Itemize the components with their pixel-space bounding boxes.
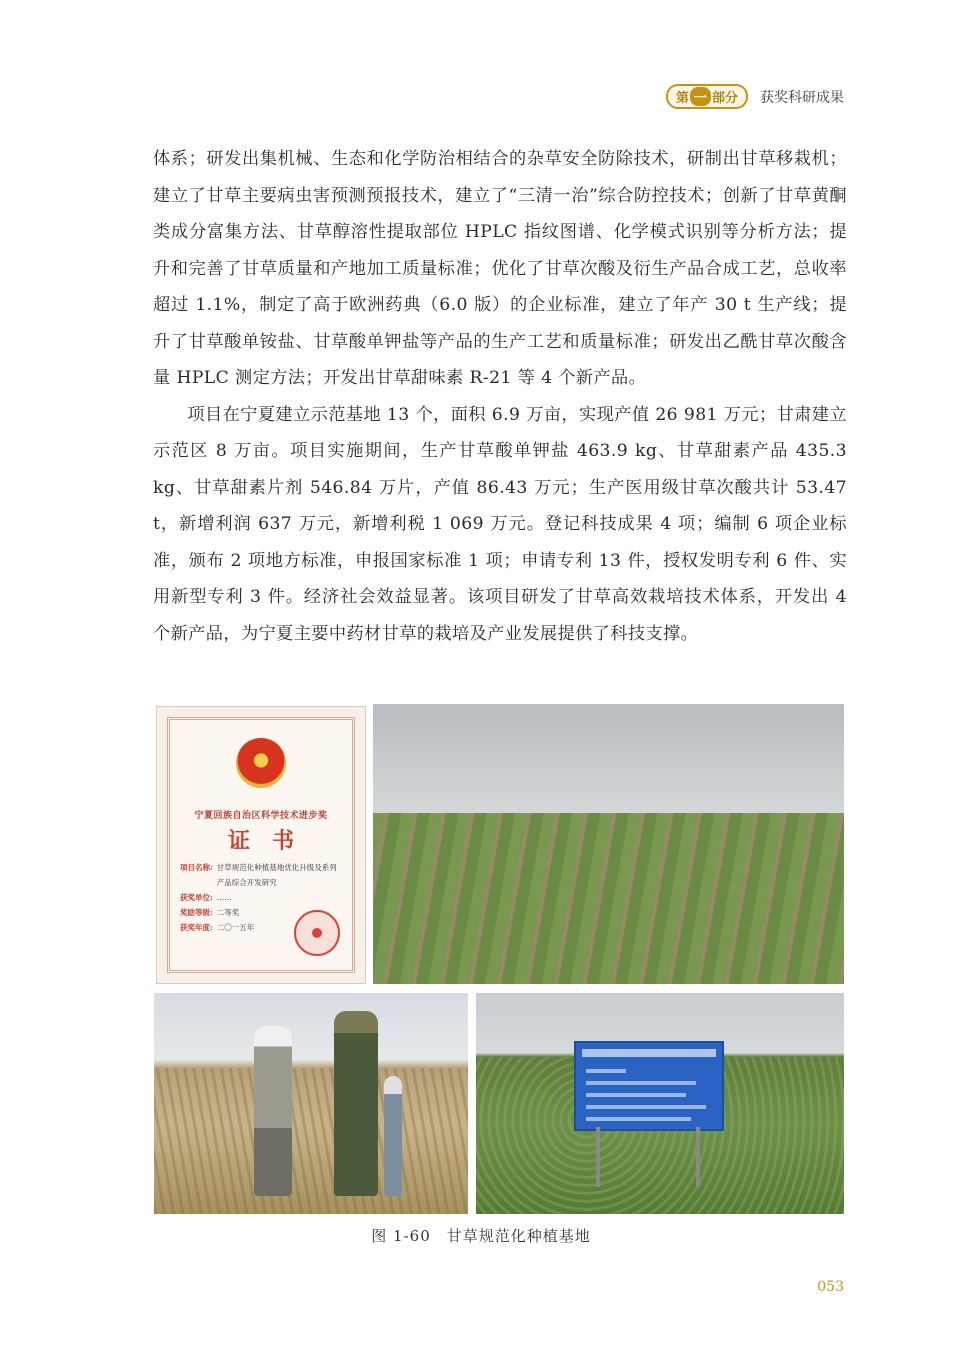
- running-header: [666, 84, 844, 109]
- blue-sign-board: [574, 1041, 724, 1131]
- crop-rows: [373, 813, 844, 984]
- field-label: 获奖单位:: [180, 893, 213, 902]
- body-text: [153, 141, 847, 652]
- field-inspection-photo: [154, 993, 468, 1214]
- sign-post: [696, 1127, 700, 1187]
- sky: [373, 704, 844, 813]
- licorice-field-photo: [373, 704, 844, 984]
- field-value: 二〇一五年: [216, 923, 255, 932]
- field-label: 奖励等级:: [180, 908, 213, 917]
- sign-text-line: [586, 1105, 706, 1109]
- certificate-org: 宁夏回族自治区科学技术进步奖: [194, 811, 328, 821]
- official-seal-icon: [294, 910, 340, 956]
- part-number: 一: [690, 87, 711, 106]
- part-post: 部分: [711, 91, 738, 106]
- certificate-field: [180, 860, 342, 890]
- certificate-photo: [156, 706, 366, 984]
- certificate-frame: [167, 717, 355, 973]
- field-label: 项目名称:: [180, 863, 213, 872]
- sign-post: [596, 1127, 600, 1187]
- sign-text-line: [586, 1081, 696, 1085]
- person-figure: [334, 1011, 378, 1196]
- demonstration-sign-photo: [476, 993, 844, 1214]
- paragraph-2: 项目在宁夏建立示范基地 13 个，面积 6.9 万亩，实现产值 26 981 万元；甘肃建立示范区 8 万亩。项目实施期间，生产甘草酸单钾盐 463.9 kg、甘草甜素产品 435.3 kg、甘草甜素片剂 546.84 万片，产值 86.43 万元；生产医用级甘草次酸共计 53.47 t，新增利润 637 万元，新增利税 1 069 万元。登记科技成果 4 项；编制 6 项企业标准，颁布 2 项地方标准，申报国家标准 1 项；申请专利 13 件，授权发明专利 6 件、实用新型专利 3 件。经济社会效益显著。该项目研发了甘草高效栽培技术体系，开发出 4 个新产品，为宁夏主要中药材甘草的栽培及产业发展提供了科技支撑。: [153, 404, 847, 644]
- section-title: 获奖科研成果: [760, 89, 844, 106]
- field-value: 二等奖: [216, 908, 240, 917]
- part-pre: 第: [675, 91, 689, 106]
- field-label: 获奖年度:: [180, 923, 213, 932]
- certificate-title: 证书: [227, 828, 316, 854]
- person-figure: [384, 1076, 402, 1196]
- field-value: ……: [216, 893, 232, 902]
- field-value: 甘草规范化种植基地优化升级及系列产品综合开发研究: [216, 863, 337, 887]
- sign-text-line: [586, 1093, 686, 1097]
- part-badge: [666, 84, 748, 109]
- sign-text-line: [586, 1117, 691, 1121]
- sign-text-line: [586, 1069, 626, 1073]
- paragraph-1: 体系；研发出集机械、生态和化学防治相结合的杂草安全防除技术，研制出甘草移栽机；建立了甘草主要病虫害预测预报技术，建立了“三清一治”综合防控技术；创新了甘草黄酮类成分富集方法、甘草醇溶性提取部位 HPLC 指纹图谱、化学模式识别等分析方法；提升和完善了甘草质量和产地加工质量标准；优化了甘草次酸及衍生产品合成工艺，总收率超过 1.1%，制定了高于欧洲药典（6.0 版）的企业标准，建立了年产 30 t 生产线；提升了甘草酸单铵盐、甘草酸单钾盐等产品的生产工艺和质量标准；研发出乙酰甘草次酸含量 HPLC 测定方法；开发出甘草甜味素 R-21 等 4 个新产品。: [153, 149, 847, 388]
- sign-title-line: [582, 1049, 716, 1057]
- certificate-field: [180, 890, 342, 905]
- dry-grassland: [154, 1068, 468, 1214]
- national-emblem-icon: [236, 738, 286, 788]
- page-number: 053: [817, 1279, 844, 1295]
- person-figure: [254, 1026, 292, 1196]
- figure-caption: 图 1-60 甘草规范化种植基地: [371, 1227, 591, 1245]
